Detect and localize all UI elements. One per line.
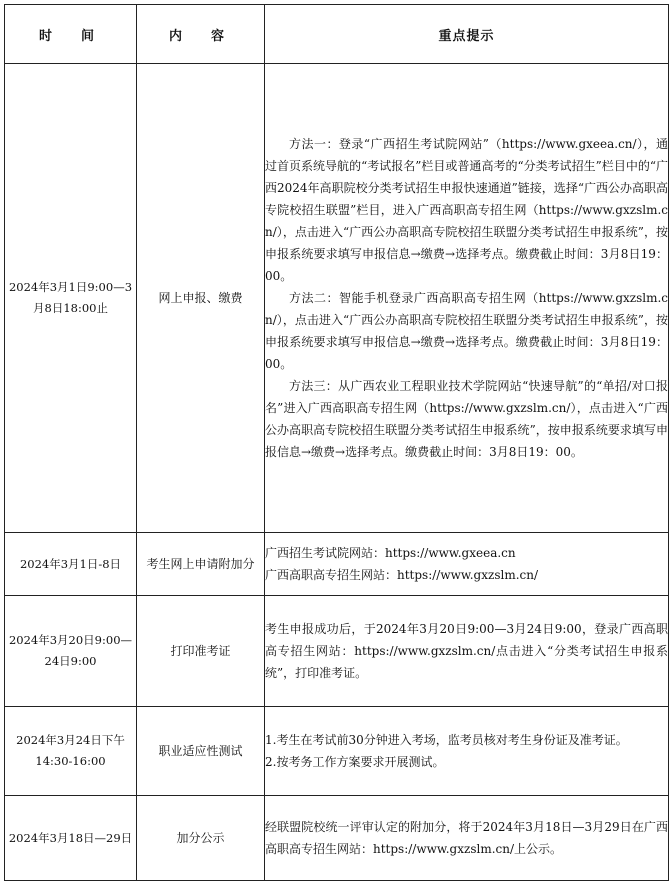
- row-time: 2024年3月24日下午14:30-16:00: [5, 707, 137, 796]
- tip-method-1: 方法一：登录“广西招生考试院网站”（https://www.gxeea.cn/），通过首页系统导航的“考试报名”栏目或普通高考的“分类考试招生”栏目中的“广西2024年高职院校分类考试招生申报快速通道”链接，选择“广西公办高职高专院校招生联盟”栏目，进入广西高职高专招生网（https://www.gxzslm.cn/），点击进入“广西公办高职高专院校招生联盟分类考试招生申报系统”，按申报系统要求填写申报信息→缴费→选择考点。缴费截止时间：3月8日19：00。: [265, 137, 668, 283]
- header-row: [5, 5, 669, 64]
- row-content: 考生网上申请附加分: [137, 533, 265, 596]
- table-row: [5, 707, 669, 796]
- tip-line: 1.考生在考试前30分钟进入考场，监考员核对考生身份证及准考证。: [265, 733, 628, 747]
- row-time: 2024年3月18日—29日: [5, 796, 137, 881]
- row-time: 2024年3月20日9:00—24日9:00: [5, 596, 137, 707]
- row-time: 2024年3月1日9:00—3月8日18:00止: [5, 64, 137, 533]
- tip-line: 广西招生考试院网站：https://www.gxeea.cn: [265, 546, 516, 560]
- table-row: [5, 64, 669, 533]
- tip-line: 2.按考务工作方案要求开展测试。: [265, 755, 445, 769]
- header-content: 内 容: [137, 5, 265, 64]
- row-content: 职业适应性测试: [137, 707, 265, 796]
- tip-line: 考生申报成功后，于2024年3月20日9:00—3月24日9:00，登录广西高职高专招生网站：https://www.gxzslm.cn/点击进入“分类考试招生申报系统”，打印准考证。: [265, 622, 668, 680]
- tip-line: 经联盟院校统一评审认定的附加分，将于2024年3月18日—3月29日在广西高职高专招生网站：https://www.gxzslm.cn/上公示。: [265, 820, 668, 856]
- row-content: 加分公示: [137, 796, 265, 881]
- header-tips: 重点提示: [265, 5, 669, 64]
- tip-method-3: 方法三：从广西农业工程职业技术学院网站“快速导航”的“单招/对口报名”进入广西高职高专招生网（https://www.gxzslm.cn/），点击进入“广西公办高职高专院校招生联盟分类考试招生申报系统”，按申报系统要求填写申报信息→缴费→选择考点。缴费截止时间：3月8日19：00。: [265, 379, 668, 459]
- table-row: [5, 596, 669, 707]
- row-tips: [265, 707, 669, 796]
- row-content: 打印准考证: [137, 596, 265, 707]
- tip-line: 广西高职高专招生网站：https://www.gxzslm.cn/: [265, 568, 539, 582]
- row-tips: [265, 533, 669, 596]
- table-row: [5, 796, 669, 881]
- table-row: [5, 533, 669, 596]
- tip-method-2: 方法二：智能手机登录广西高职高专招生网（https://www.gxzslm.cn/），点击进入“广西公办高职高专院校招生联盟分类考试招生申报系统”，按申报系统要求填写申报信息→缴费→选择考点。缴费截止时间：3月8日19：00。: [265, 291, 668, 371]
- schedule-table: [4, 4, 669, 881]
- header-time: 时 间: [5, 5, 137, 64]
- row-tips: [265, 796, 669, 881]
- row-tips: [265, 596, 669, 707]
- row-tips: [265, 64, 669, 533]
- row-time: 2024年3月1日-8日: [5, 533, 137, 596]
- row-content: 网上申报、缴费: [137, 64, 265, 533]
